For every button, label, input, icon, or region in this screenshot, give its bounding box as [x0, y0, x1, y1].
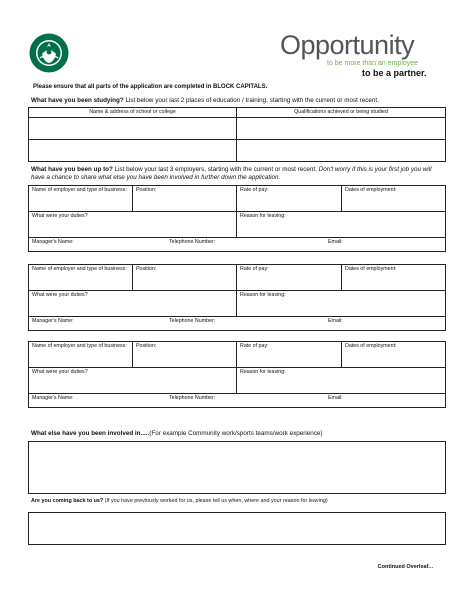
- duties-field[interactable]: What were your duties?: [29, 368, 237, 394]
- position-field[interactable]: Position:: [133, 265, 237, 291]
- continued-overleaf: Continued Overleaf...: [377, 564, 433, 570]
- education-school-field-1[interactable]: [29, 118, 237, 140]
- returning-question-rest: (If you have previously worked for us, please tell us when, where and your reason for leaving): [103, 498, 328, 504]
- email-label: Email:: [328, 239, 343, 245]
- dates-of-employment-field[interactable]: Dates of employment:: [342, 342, 446, 368]
- tagline: to be more than an employee: [327, 60, 419, 67]
- manager-name-label: Manager's Name:: [32, 318, 74, 324]
- education-qualification-field-1[interactable]: [237, 118, 446, 140]
- reason-for-leaving-field[interactable]: Reason for leaving:: [237, 291, 446, 317]
- education-col-header-qualifications: Qualifications achieved or being studied: [237, 108, 446, 118]
- education-qualification-field-2[interactable]: [237, 140, 446, 162]
- subtitle: to be a partner.: [362, 68, 427, 78]
- education-question: [31, 97, 379, 104]
- email-label: Email:: [328, 318, 343, 324]
- employer-block-3: [28, 341, 446, 408]
- employment-question: [31, 166, 445, 183]
- telephone-number-label: Telephone Number:: [169, 318, 216, 324]
- manager-contact-row[interactable]: [29, 394, 446, 408]
- employer-name-field[interactable]: Name of employer and type of business:: [29, 265, 133, 291]
- returning-textarea[interactable]: [28, 512, 446, 545]
- manager-contact-row[interactable]: [29, 317, 446, 331]
- duties-field[interactable]: What were your duties?: [29, 291, 237, 317]
- education-question-bold: What have you been studying?: [31, 97, 124, 104]
- dates-of-employment-field[interactable]: Dates of employment:: [342, 265, 446, 291]
- employer-block-1: [28, 185, 446, 252]
- duties-field[interactable]: What were your duties?: [29, 212, 237, 238]
- rate-of-pay-field[interactable]: Rate of pay:: [237, 265, 342, 291]
- employer-block-2: [28, 264, 446, 331]
- employment-question-bold: What have you been up to?: [31, 166, 113, 173]
- dates-of-employment-field[interactable]: Dates of employment:: [342, 186, 446, 212]
- involvement-question-rest: (For example Community work/sports teams/work experience): [149, 430, 323, 437]
- telephone-number-label: Telephone Number:: [169, 239, 216, 245]
- rate-of-pay-field[interactable]: Rate of pay:: [237, 186, 342, 212]
- involvement-question: [31, 430, 323, 437]
- starbucks-logo-icon: [29, 33, 69, 73]
- position-field[interactable]: Position:: [133, 186, 237, 212]
- reason-for-leaving-field[interactable]: Reason for leaving:: [237, 368, 446, 394]
- telephone-number-label: Telephone Number:: [169, 395, 216, 401]
- manager-name-label: Manager's Name:: [32, 239, 74, 245]
- education-table: [28, 107, 446, 162]
- education-school-field-2[interactable]: [29, 140, 237, 162]
- page-title: Opportunity: [280, 30, 415, 60]
- employment-question-italic: Don't worry if this is your first job you will have a chance to share what else you have been involved in further down the application.: [31, 166, 432, 182]
- education-col-header-school: Name & address of school or college: [29, 108, 237, 118]
- position-field[interactable]: Position:: [133, 342, 237, 368]
- involvement-textarea[interactable]: [28, 441, 446, 494]
- rate-of-pay-field[interactable]: Rate of pay:: [237, 342, 342, 368]
- education-question-rest: List below your last 2 places of education / training, starting with the current or most recent.: [123, 97, 379, 104]
- employer-name-field[interactable]: Name of employer and type of business:: [29, 186, 133, 212]
- employment-question-rest: List below your last 3 employers, starting with the current or most recent.: [112, 166, 319, 173]
- manager-contact-row[interactable]: [29, 238, 446, 252]
- employer-name-field[interactable]: Name of employer and type of business:: [29, 342, 133, 368]
- returning-question-bold: Are you coming back to us?: [31, 498, 104, 504]
- reason-for-leaving-field[interactable]: Reason for leaving:: [237, 212, 446, 238]
- instructions: Please ensure that all parts of the application are completed in BLOCK CAPITALS.: [33, 84, 268, 90]
- email-label: Email:: [328, 395, 343, 401]
- returning-question: [31, 498, 328, 504]
- brand-block: [280, 30, 427, 78]
- manager-name-label: Manager's Name:: [32, 395, 74, 401]
- involvement-question-bold: What else have you been involved in.....: [31, 430, 150, 437]
